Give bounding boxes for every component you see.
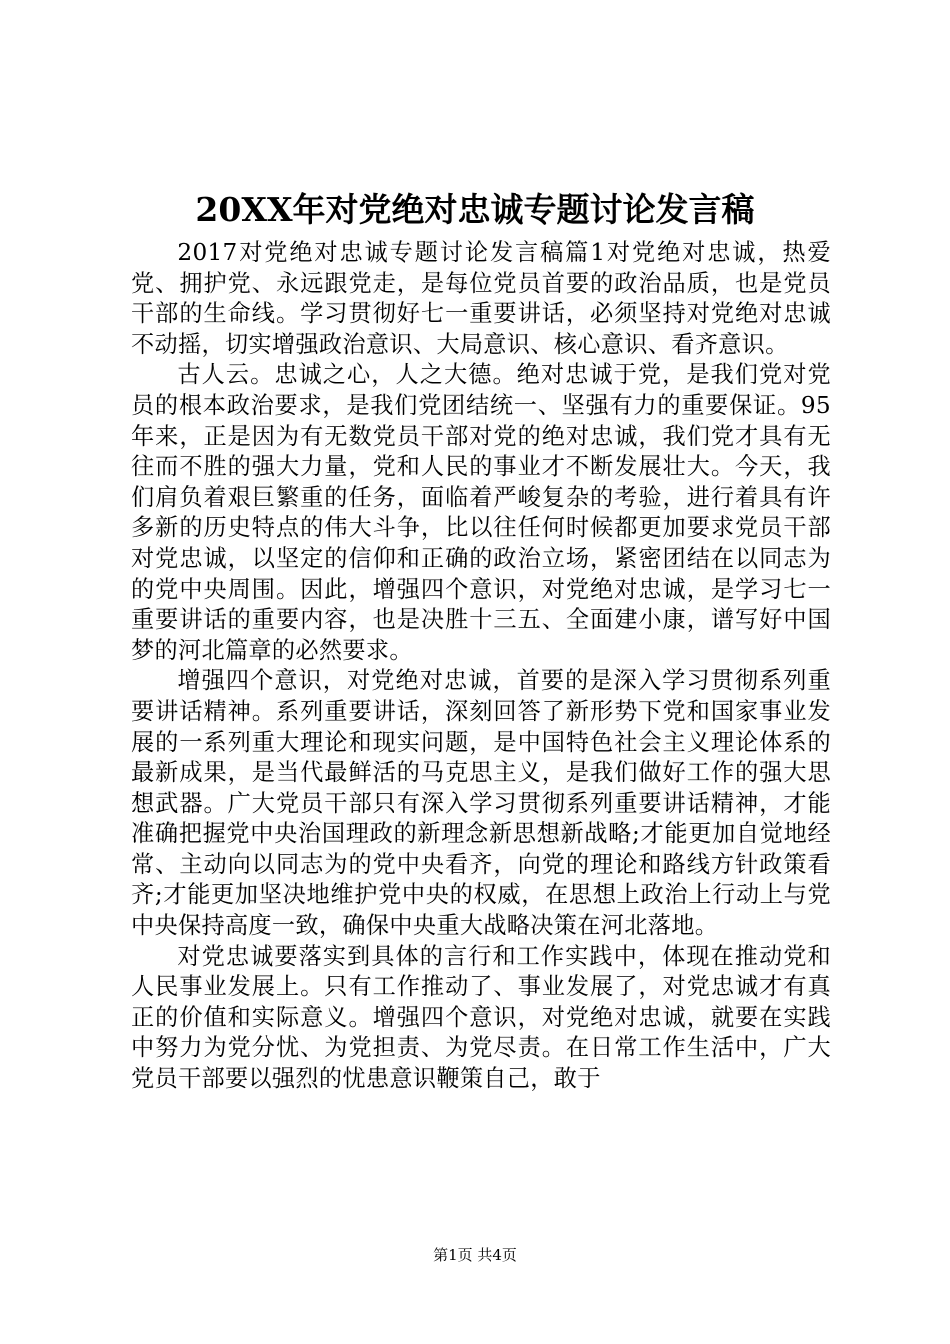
document-body [131, 238, 831, 1095]
paragraph-4: 对党忠诚要落实到具体的言行和工作实践中，体现在推动党和人民事业发展上。只有工作推动了、事业发展了，对党忠诚才有真正的价值和实际意义。增强四个意识，对党绝对忠诚，就要在实践中努力为党分忧、为党担责、为党尽责。在日常工作生活中，广大党员干部要以强烈的忧患意识鞭策自己，敢于 [131, 942, 831, 1093]
paragraph-3: 增强四个意识，对党绝对忠诚，首要的是深入学习贯彻系列重要讲话精神。系列重要讲话，深刻回答了新形势下党和国家事业发展的一系列重大理论和现实问题，是中国特色社会主义理论体系的最新成果，是当代最鲜活的马克思主义，是我们做好工作的强大思想武器。广大党员干部只有深入学习贯彻系列重要讲话精神，才能准确把握党中央治国理政的新理念新思想新战略;才能更加自觉地经常、主动向以同志为的党中央看齐，向党的理论和路线方针政策看齐;才能更加坚决地维护党中央的权威，在思想上政治上行动上与党中央保持高度一致，确保中央重大战略决策在河北落地。 [131, 667, 831, 940]
paragraph-1: 2017对党绝对忠诚专题讨论发言稿篇1对党绝对忠诚，热爱党、拥护党、永远跟党走，是每位党员首要的政治品质，也是党员干部的生命线。学习贯彻好七一重要讲话，必须坚持对党绝对忠诚不动摇，切实增强政治意识、大局意识、核心意识、看齐意识。 [131, 239, 831, 358]
page-number-footer: 第1页 共4页 [433, 1246, 517, 1264]
paragraph-2: 古人云。忠诚之心，人之大德。绝对忠诚于党，是我们党对党员的根本政治要求，是我们党团结统一、坚强有力的重要保证。95年来，正是因为有无数党员干部对党的绝对忠诚，我们党才具有无往而不胜的强大力量，党和人民的事业才不断发展壮大。今天，我们肩负着艰巨繁重的任务，面临着严峻复杂的考验，进行着具有许多新的历史特点的伟大斗争，比以往任何时候都更加要求党员干部对党忠诚，以坚定的信仰和正确的政治立场，紧密团结在以同志为的党中央周围。因此，增强四个意识，对党绝对忠诚，是学习七一重要讲话的重要内容，也是决胜十三五、全面建小康，谱写好中国梦的河北篇章的必然要求。 [131, 361, 831, 664]
document-title: 20XX年对党绝对忠诚专题讨论发言稿 [195, 190, 755, 229]
